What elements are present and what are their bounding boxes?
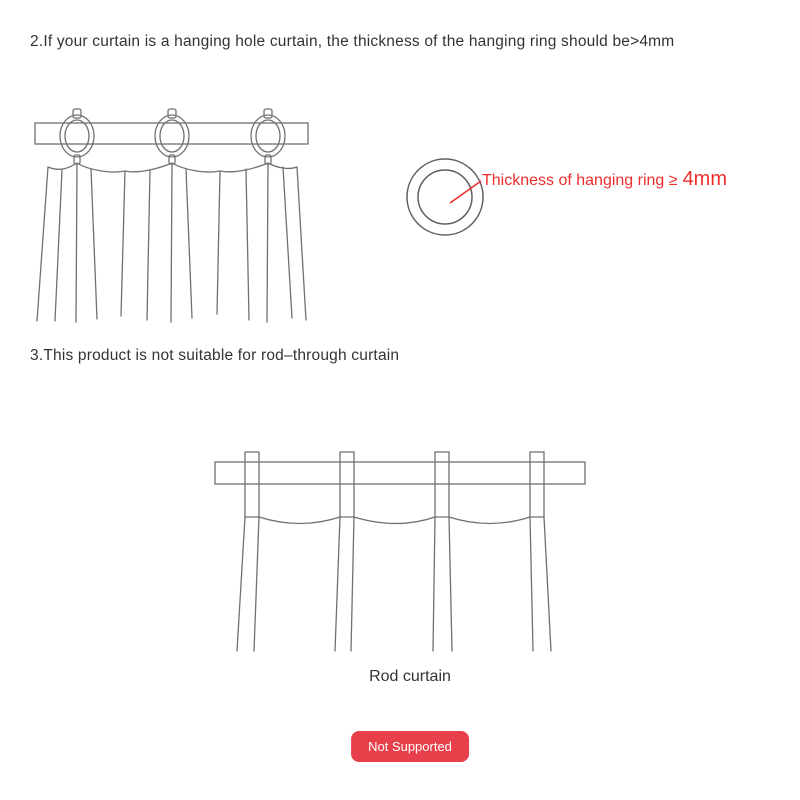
- annotation-label: Thickness of hanging ring ≥: [482, 172, 678, 189]
- ring-detail-illustration: [407, 159, 483, 235]
- hanging-ring: [60, 109, 94, 164]
- hole-curtain-illustration: [35, 109, 308, 322]
- hanging-ring: [251, 109, 285, 164]
- annotation-value: 4mm: [682, 168, 728, 190]
- curtain-folds: [237, 517, 551, 651]
- section3-heading: 3.This product is not suitable for rod–through curtain: [30, 347, 400, 364]
- curtain-rod: [35, 123, 308, 144]
- annotation-pointer-line: [450, 181, 481, 203]
- hanging-ring: [155, 109, 189, 164]
- section2-heading: 2.If your curtain is a hanging hole curtain, the thickness of the hanging ring should be>4mm: [30, 33, 675, 50]
- curtain-top-edge: [245, 517, 544, 524]
- not-supported-badge: Not Supported: [351, 731, 469, 762]
- rod-curtain-illustration: [215, 452, 585, 651]
- curtain-folds: [37, 164, 306, 322]
- ring-thickness-annotation: [482, 168, 727, 191]
- rod-curtain-caption: Rod curtain: [369, 668, 451, 685]
